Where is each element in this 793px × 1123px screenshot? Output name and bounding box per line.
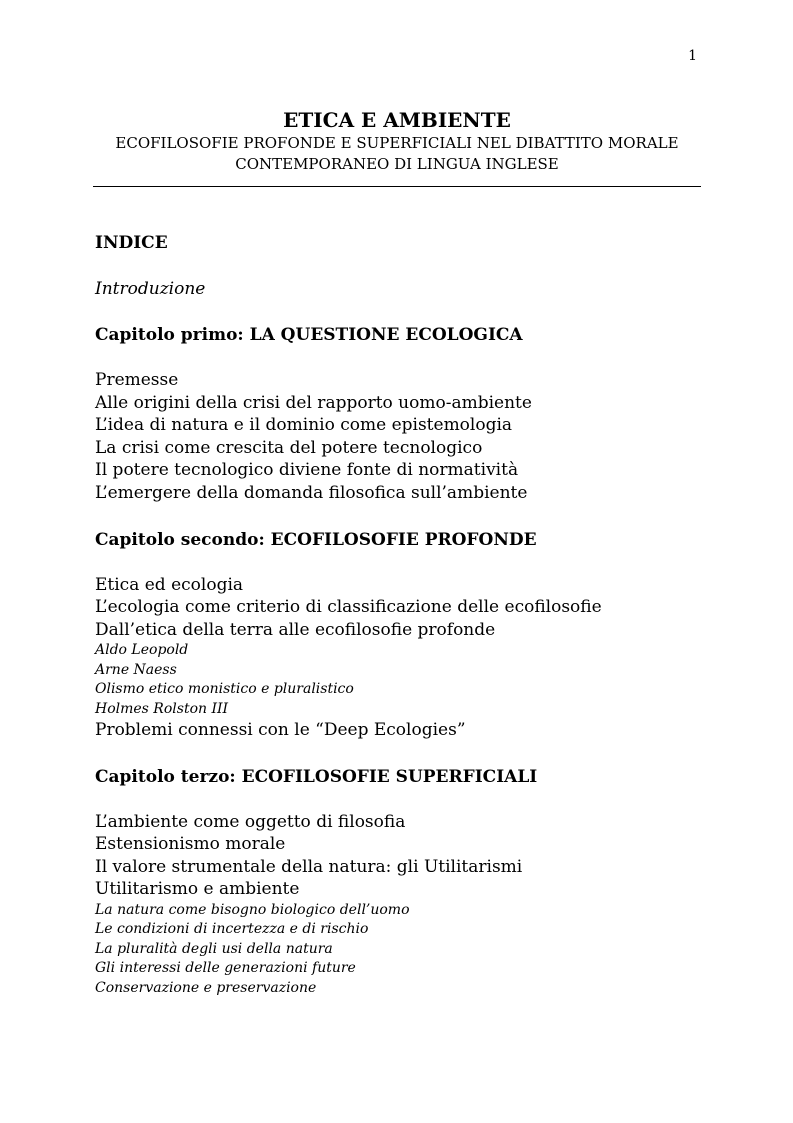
toc-section: Utilitarismo e ambiente xyxy=(95,879,300,900)
toc-introduction: Introduzione xyxy=(95,279,206,299)
document-title: ETICA E AMBIENTE xyxy=(283,108,511,132)
document-header xyxy=(94,108,700,174)
header-divider xyxy=(93,186,701,187)
chapter-title: Capitolo secondo: ECOFILOSOFIE PROFONDE xyxy=(95,529,537,550)
toc-subsection: Gli interessi delle generazioni future xyxy=(95,960,356,977)
toc-section: Etica ed ecologia xyxy=(95,574,244,595)
toc-subsection: La natura come bisogno biologico dell’uomo xyxy=(95,901,410,918)
toc-section: Il potere tecnologico diviene fonte di normatività xyxy=(95,460,519,481)
toc-subsection: Conservazione e preservazione xyxy=(95,979,317,996)
toc-section: Problemi connessi con le “Deep Ecologies” xyxy=(95,719,466,740)
chapter-title: Capitolo terzo: ECOFILOSOFIE SUPERFICIALI xyxy=(95,766,538,787)
toc-section: Dall’etica della terra alle ecofilosofie profonde xyxy=(95,619,496,640)
toc-section: La crisi come crescita del potere tecnologico xyxy=(95,437,483,458)
toc-section: Premesse xyxy=(95,370,179,390)
toc-subsection: Aldo Leopold xyxy=(95,642,189,659)
chapter-title: Capitolo primo: LA QUESTIONE ECOLOGICA xyxy=(95,325,523,345)
chapter-entries xyxy=(95,811,701,998)
toc-heading: INDICE xyxy=(95,233,168,253)
toc-section: Estensionismo morale xyxy=(95,834,286,855)
chapter-entries xyxy=(95,369,701,505)
page-number: 1 xyxy=(688,48,697,64)
document-subtitle-line-2: CONTEMPORANEO DI LINGUA INGLESE xyxy=(235,155,559,173)
toc-section: L’ambiente come oggetto di filosofia xyxy=(95,811,406,832)
toc-section: L’ecologia come criterio di classificazione delle ecofilosofie xyxy=(95,597,602,618)
toc-subsection: Le condizioni di incertezza e di rischio xyxy=(95,921,369,938)
toc-subsection: Olismo etico monistico e pluralistico xyxy=(95,681,354,698)
toc-subsection: Arne Naess xyxy=(95,661,177,678)
toc-section: L’idea di natura e il dominio come epistemologia xyxy=(95,415,513,436)
toc-section: L’emergere della domanda filosofica sull’ambiente xyxy=(95,482,528,503)
chapter-3 xyxy=(95,766,701,998)
document-subtitle-line-1: ECOFILOSOFIE PROFONDE E SUPERFICIALI NEL DIBATTITO MORALE xyxy=(115,134,679,152)
toc-subsection: Holmes Rolston III xyxy=(95,700,229,717)
chapter-2 xyxy=(95,529,701,742)
toc-section: Alle origini della crisi del rapporto uomo-ambiente xyxy=(95,392,532,413)
chapter-1 xyxy=(95,324,701,505)
toc-subsection: La pluralità degli usi della natura xyxy=(95,940,333,957)
chapter-entries xyxy=(95,574,701,742)
table-of-contents xyxy=(95,232,701,998)
toc-section: Il valore strumentale della natura: gli Utilitarismi xyxy=(95,856,523,877)
